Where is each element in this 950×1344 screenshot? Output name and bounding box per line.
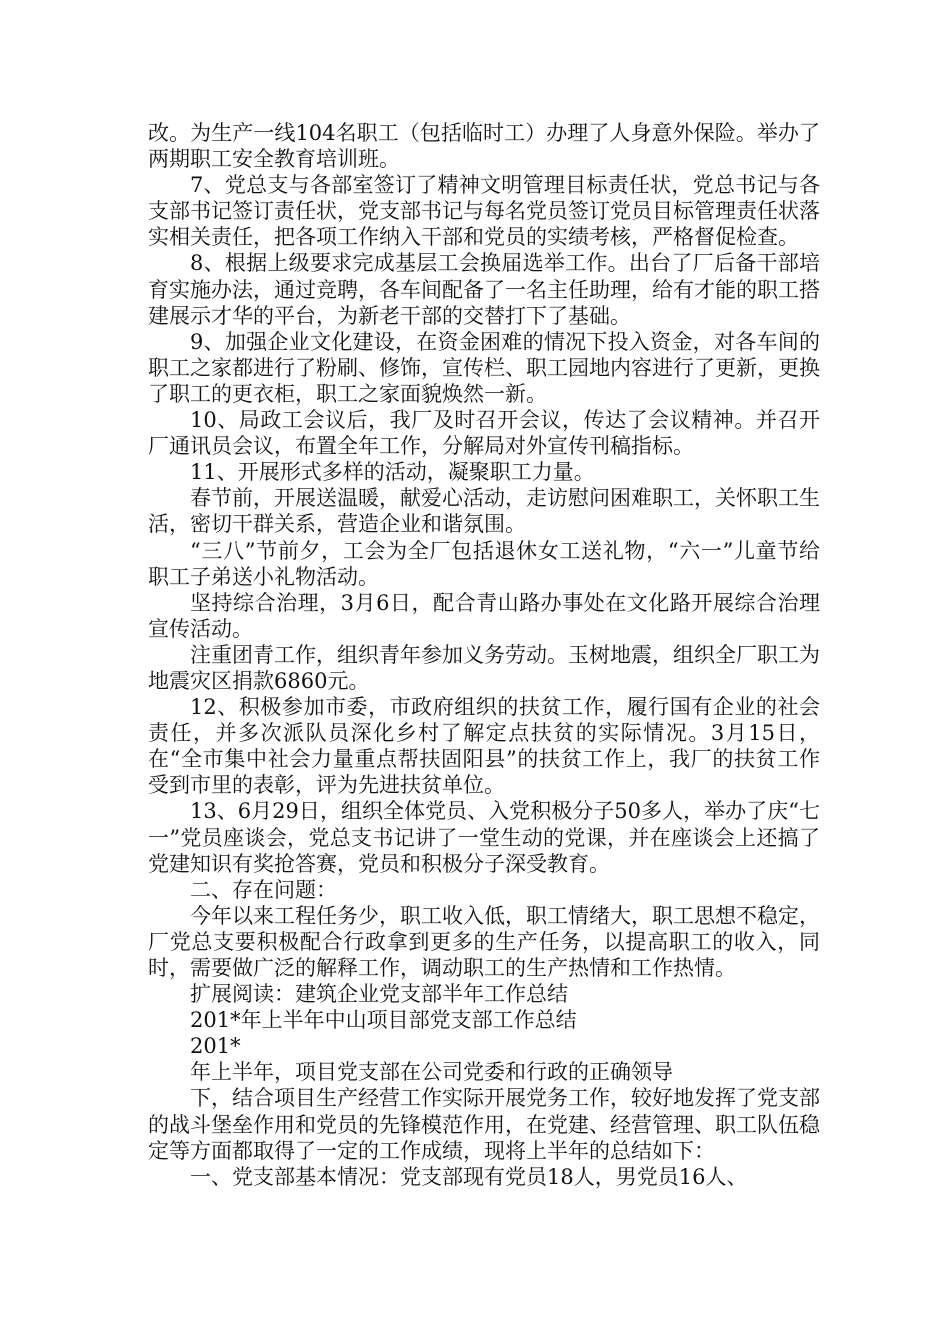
paragraph: 201* xyxy=(190,1034,241,1059)
paragraph: 改。为生产一线104名职工（包括临时工）办理了人身意外保险。举办了两期职工安全教育培训班。 xyxy=(148,121,820,172)
paragraph: 12、积极参加市委，市政府组织的扶贫工作，履行国有企业的社会责任，并多次派队员深化乡村了解定点扶贫的实际情况。3月15日，在“全市集中社会力量重点帮扶固阳县”的扶贫工作上，我厂的扶贫工作受到市里的表彰，评为先进扶贫单位。 xyxy=(148,695,820,798)
paragraph: 9、加强企业文化建设，在资金困难的情况下投入资金，对各车间的职工之家都进行了粉刷、修饰，宣传栏、职工园地内容进行了更新，更换了职工的更衣柜，职工之家面貌焕然一新。 xyxy=(148,329,820,406)
section-heading: 二、存在问题： xyxy=(190,877,337,902)
paragraph: 13、6月29日，组织全体党员、入党积极分子50多人，举办了庆“七一”党员座谈会，党总支书记讲了一堂生动的党课，并在座谈会上还搞了党建知识有奖抢答赛，党员和积极分子深受教育。 xyxy=(148,799,820,876)
paragraph: 11、开展形式多样的活动，凝聚职工力量。 xyxy=(190,460,595,485)
document-body xyxy=(148,120,820,1190)
document-title-line: 201*年上半年中山项目部党支部工作总结 xyxy=(190,1008,577,1033)
paragraph: 7、党总支与各部室签订了精神文明管理目标责任状，党总书记与各支部书记签订责任状，党支部书记与每名党员签订党员目标管理责任状落实相关责任，把各项工作纳入干部和党员的实绩考核，严格督促检查。 xyxy=(148,173,820,250)
paragraph: 今年以来工程任务少，职工收入低，职工情绪大，职工思想不稳定，厂党总支要积极配合行政拿到更多的生产任务，以提高职工的收入，同时，需要做广泛的解释工作，调动职工的生产热情和工作热情。 xyxy=(148,903,820,980)
paragraph: 注重团青工作，组织青年参加义务劳动。玉树地震，组织全厂职工为地震灾区捐款6860元。 xyxy=(148,642,820,693)
extended-reading-line: 扩展阅读：建筑企业党支部半年工作总结 xyxy=(190,982,568,1007)
paragraph: 春节前，开展送温暖，献爱心活动，走访慰问困难职工，关怀职工生活，密切干群关系，营造企业和谐氛围。 xyxy=(148,486,820,537)
paragraph: 8、根据上级要求完成基层工会换届选举工作。出台了厂后备干部培育实施办法，通过竞聘，各车间配备了一名主任助理，给有才能的职工搭建展示才华的平台，为新老干部的交替打下了基础。 xyxy=(148,251,820,328)
paragraph: 年上半年，项目党支部在公司党委和行政的正确领导 xyxy=(190,1060,673,1085)
paragraph: 下，结合项目生产经营工作实际开展党务工作，较好地发挥了党支部的战斗堡垒作用和党员的先锋模范作用，在党建、经营管理、职工队伍稳定等方面都取得了一定的工作成绩，现将上半年的总结如下： xyxy=(148,1086,820,1163)
paragraph: “三八”节前夕，工会为全厂包括退休女工送礼物，“六一”儿童节给职工子弟送小礼物活动。 xyxy=(148,538,820,589)
paragraph: 10、局政工会议后，我厂及时召开会议，传达了会议精神。并召开厂通讯员会议，布置全年工作，分解局对外宣传刊稿指标。 xyxy=(148,408,820,459)
section-heading: 一、党支部基本情况：党支部现有党员18人，男党员16人、 xyxy=(190,1164,748,1189)
paragraph: 坚持综合治理，3月6日，配合青山路办事处在文化路开展综合治理宣传活动。 xyxy=(148,590,820,641)
